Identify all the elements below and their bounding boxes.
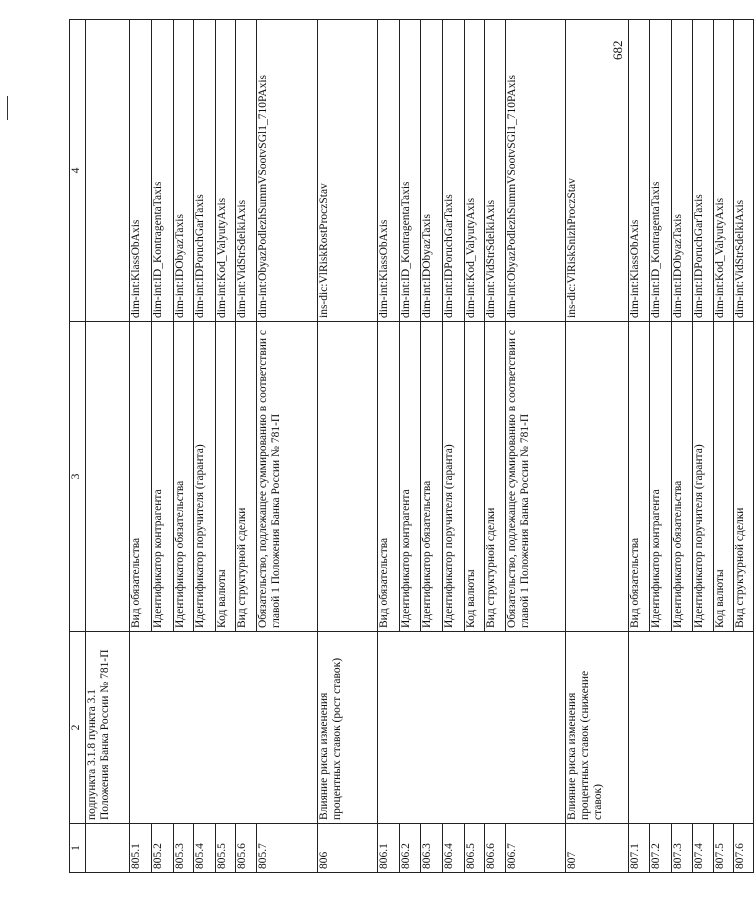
row-name-cell: [506, 632, 566, 824]
table-row: [629, 20, 650, 873]
row-code-cell: dim-int:KlassObAxis: [130, 20, 152, 322]
row-name-cell: [443, 632, 465, 824]
row-dimension-cell: Идентификатор обязательства: [174, 322, 194, 632]
row-number-cell: 806.7: [506, 824, 566, 873]
row-dimension-cell: Обязательство, подлежащее суммированию в соответствии с главой 1 Положения Банка России № 781-П: [257, 322, 318, 632]
row-number-cell: 805.4: [194, 824, 216, 873]
continued-name-cell: подпункта 3.1.8 пункта 3.1 Положения Банка России № 781-П: [86, 632, 130, 824]
column-header-2: 2: [70, 632, 86, 824]
continued-number-cell: [86, 824, 130, 873]
row-dimension-cell: Вид обязательства: [130, 322, 152, 632]
row-dimension-cell: Идентификатор контрагента: [152, 322, 174, 632]
row-name-cell: [194, 632, 216, 824]
row-number-cell: 807.2: [650, 824, 672, 873]
row-dimension-cell: Идентификатор поручителя (гаранта): [194, 322, 216, 632]
table-row: [672, 20, 693, 873]
table-row: [506, 20, 566, 873]
table-row: [152, 20, 174, 873]
table-row: [714, 20, 734, 873]
row-number-cell: 805.2: [152, 824, 174, 873]
group-code-cell: ins-dic:VlRiskRostProczStav: [318, 20, 378, 322]
row-code-cell: dim-int:Kod_ValyutyAxis: [216, 20, 236, 322]
row-name-cell: [629, 632, 650, 824]
continued-code-cell: [86, 20, 130, 322]
row-dimension-cell: Код валюты: [465, 322, 485, 632]
row-code-cell: dim-int:VidStrSdelkiAxis: [485, 20, 506, 322]
table-row: [650, 20, 672, 873]
row-dimension-cell: Вид обязательства: [378, 322, 400, 632]
table-row: [257, 20, 318, 873]
row-name-cell: [130, 632, 152, 824]
table-row: [734, 20, 754, 873]
row-dimension-cell: Идентификатор контрагента: [400, 322, 421, 632]
table-row: [216, 20, 236, 873]
row-name-cell: [421, 632, 443, 824]
row-number-cell: 806.5: [465, 824, 485, 873]
row-code-cell: dim-int:IDObyazTaxis: [174, 20, 194, 322]
row-number-cell: 807.6: [734, 824, 754, 873]
row-name-cell: [174, 632, 194, 824]
table-row: [378, 20, 400, 873]
row-dimension-cell: Код валюты: [216, 322, 236, 632]
table-row: [194, 20, 216, 873]
row-code-cell: dim-int:KlassObAxis: [378, 20, 400, 322]
group-dimension-cell: [318, 322, 378, 632]
group-code-cell: ins-dic:VlRiskSnizhProczStav: [566, 20, 629, 322]
row-name-cell: [236, 632, 257, 824]
group-dimension-cell: [566, 322, 629, 632]
row-code-cell: dim-int:IDPoruchGarTaxis: [693, 20, 714, 322]
table-row: [421, 20, 443, 873]
row-dimension-cell: Идентификатор обязательства: [421, 322, 443, 632]
row-code-cell: dim-int:VidStrSdelkiAxis: [236, 20, 257, 322]
row-code-cell: dim-int:Kod_ValyutyAxis: [714, 20, 734, 322]
group-header-row: [318, 20, 378, 873]
table-header-row: [70, 20, 86, 873]
row-number-cell: 805.1: [130, 824, 152, 873]
row-dimension-cell: Вид структурной сделки: [734, 322, 754, 632]
row-number-cell: 807.4: [693, 824, 714, 873]
group-number-cell: 807: [566, 824, 629, 873]
row-name-cell: [734, 632, 754, 824]
row-name-cell: [257, 632, 318, 824]
group-name-cell: Влияние риска изменения процентных ставок (снижение ставок): [566, 632, 629, 824]
row-code-cell: dim-int:VidStrSdelkiAxis: [734, 20, 754, 322]
group-header-row: [566, 20, 629, 873]
row-code-cell: dim-int:IDObyazTaxis: [672, 20, 693, 322]
row-number-cell: 806.3: [421, 824, 443, 873]
row-dimension-cell: Идентификатор поручителя (гаранта): [443, 322, 465, 632]
row-dimension-cell: Обязательство, подлежащее суммированию в соответствии с главой 1 Положения Банка России № 781-П: [506, 322, 566, 632]
row-name-cell: [693, 632, 714, 824]
row-number-cell: 805.5: [216, 824, 236, 873]
row-dimension-cell: Идентификатор поручителя (гаранта): [693, 322, 714, 632]
row-number-cell: 805.7: [257, 824, 318, 873]
row-number-cell: 806.1: [378, 824, 400, 873]
column-header-4: 4: [70, 20, 86, 322]
row-code-cell: dim-int:ObyazPodlezhSummVSootvSGl1_710PAxis: [506, 20, 566, 322]
scan-edge-mark: [7, 96, 8, 120]
table-row: [485, 20, 506, 873]
row-number-cell: 806.4: [443, 824, 465, 873]
row-number-cell: 807.3: [672, 824, 693, 873]
table-row: [236, 20, 257, 873]
row-code-cell: dim-int:KlassObAxis: [629, 20, 650, 322]
row-code-cell: dim-int:ID_KontragentaTaxis: [650, 20, 672, 322]
table-row: [130, 20, 152, 873]
row-number-cell: 807.1: [629, 824, 650, 873]
continued-row: [86, 20, 130, 873]
row-name-cell: [152, 632, 174, 824]
table-row: [693, 20, 714, 873]
row-name-cell: [714, 632, 734, 824]
row-number-cell: 807.5: [714, 824, 734, 873]
row-number-cell: 805.3: [174, 824, 194, 873]
row-number-cell: 805.6: [236, 824, 257, 873]
column-header-3: 3: [70, 322, 86, 632]
row-code-cell: dim-int:IDPoruchGarTaxis: [443, 20, 465, 322]
row-name-cell: [216, 632, 236, 824]
row-dimension-cell: Идентификатор обязательства: [672, 322, 693, 632]
row-dimension-cell: Идентификатор контрагента: [650, 322, 672, 632]
row-dimension-cell: Вид структурной сделки: [236, 322, 257, 632]
row-dimension-cell: Вид структурной сделки: [485, 322, 506, 632]
table-row: [465, 20, 485, 873]
table-row: [174, 20, 194, 873]
table-body: [70, 20, 754, 873]
row-name-cell: [465, 632, 485, 824]
table-row: [443, 20, 465, 873]
group-name-cell: Влияние риска изменения процентных ставок (рост ставок): [318, 632, 378, 824]
row-name-cell: [378, 632, 400, 824]
row-name-cell: [650, 632, 672, 824]
row-number-cell: 806.6: [485, 824, 506, 873]
row-name-cell: [672, 632, 693, 824]
xbrl-dimension-table: [69, 19, 754, 873]
row-number-cell: 806.2: [400, 824, 421, 873]
continued-dimension-cell: [86, 322, 130, 632]
row-code-cell: dim-int:ID_KontragentaTaxis: [152, 20, 174, 322]
row-name-cell: [485, 632, 506, 824]
group-number-cell: 806: [318, 824, 378, 873]
row-dimension-cell: Код валюты: [714, 322, 734, 632]
row-code-cell: dim-int:ID_KontragentaTaxis: [400, 20, 421, 322]
row-code-cell: dim-int:Kod_ValyutyAxis: [465, 20, 485, 322]
column-header-1: 1: [70, 824, 86, 873]
row-name-cell: [400, 632, 421, 824]
row-dimension-cell: Вид обязательства: [629, 322, 650, 632]
row-code-cell: dim-int:IDPoruchGarTaxis: [194, 20, 216, 322]
page-number: 682: [610, 40, 625, 60]
row-code-cell: dim-int:IDObyazTaxis: [421, 20, 443, 322]
table-row: [400, 20, 421, 873]
row-code-cell: dim-int:ObyazPodlezhSummVSootvSGl1_710PAxis: [257, 20, 318, 322]
